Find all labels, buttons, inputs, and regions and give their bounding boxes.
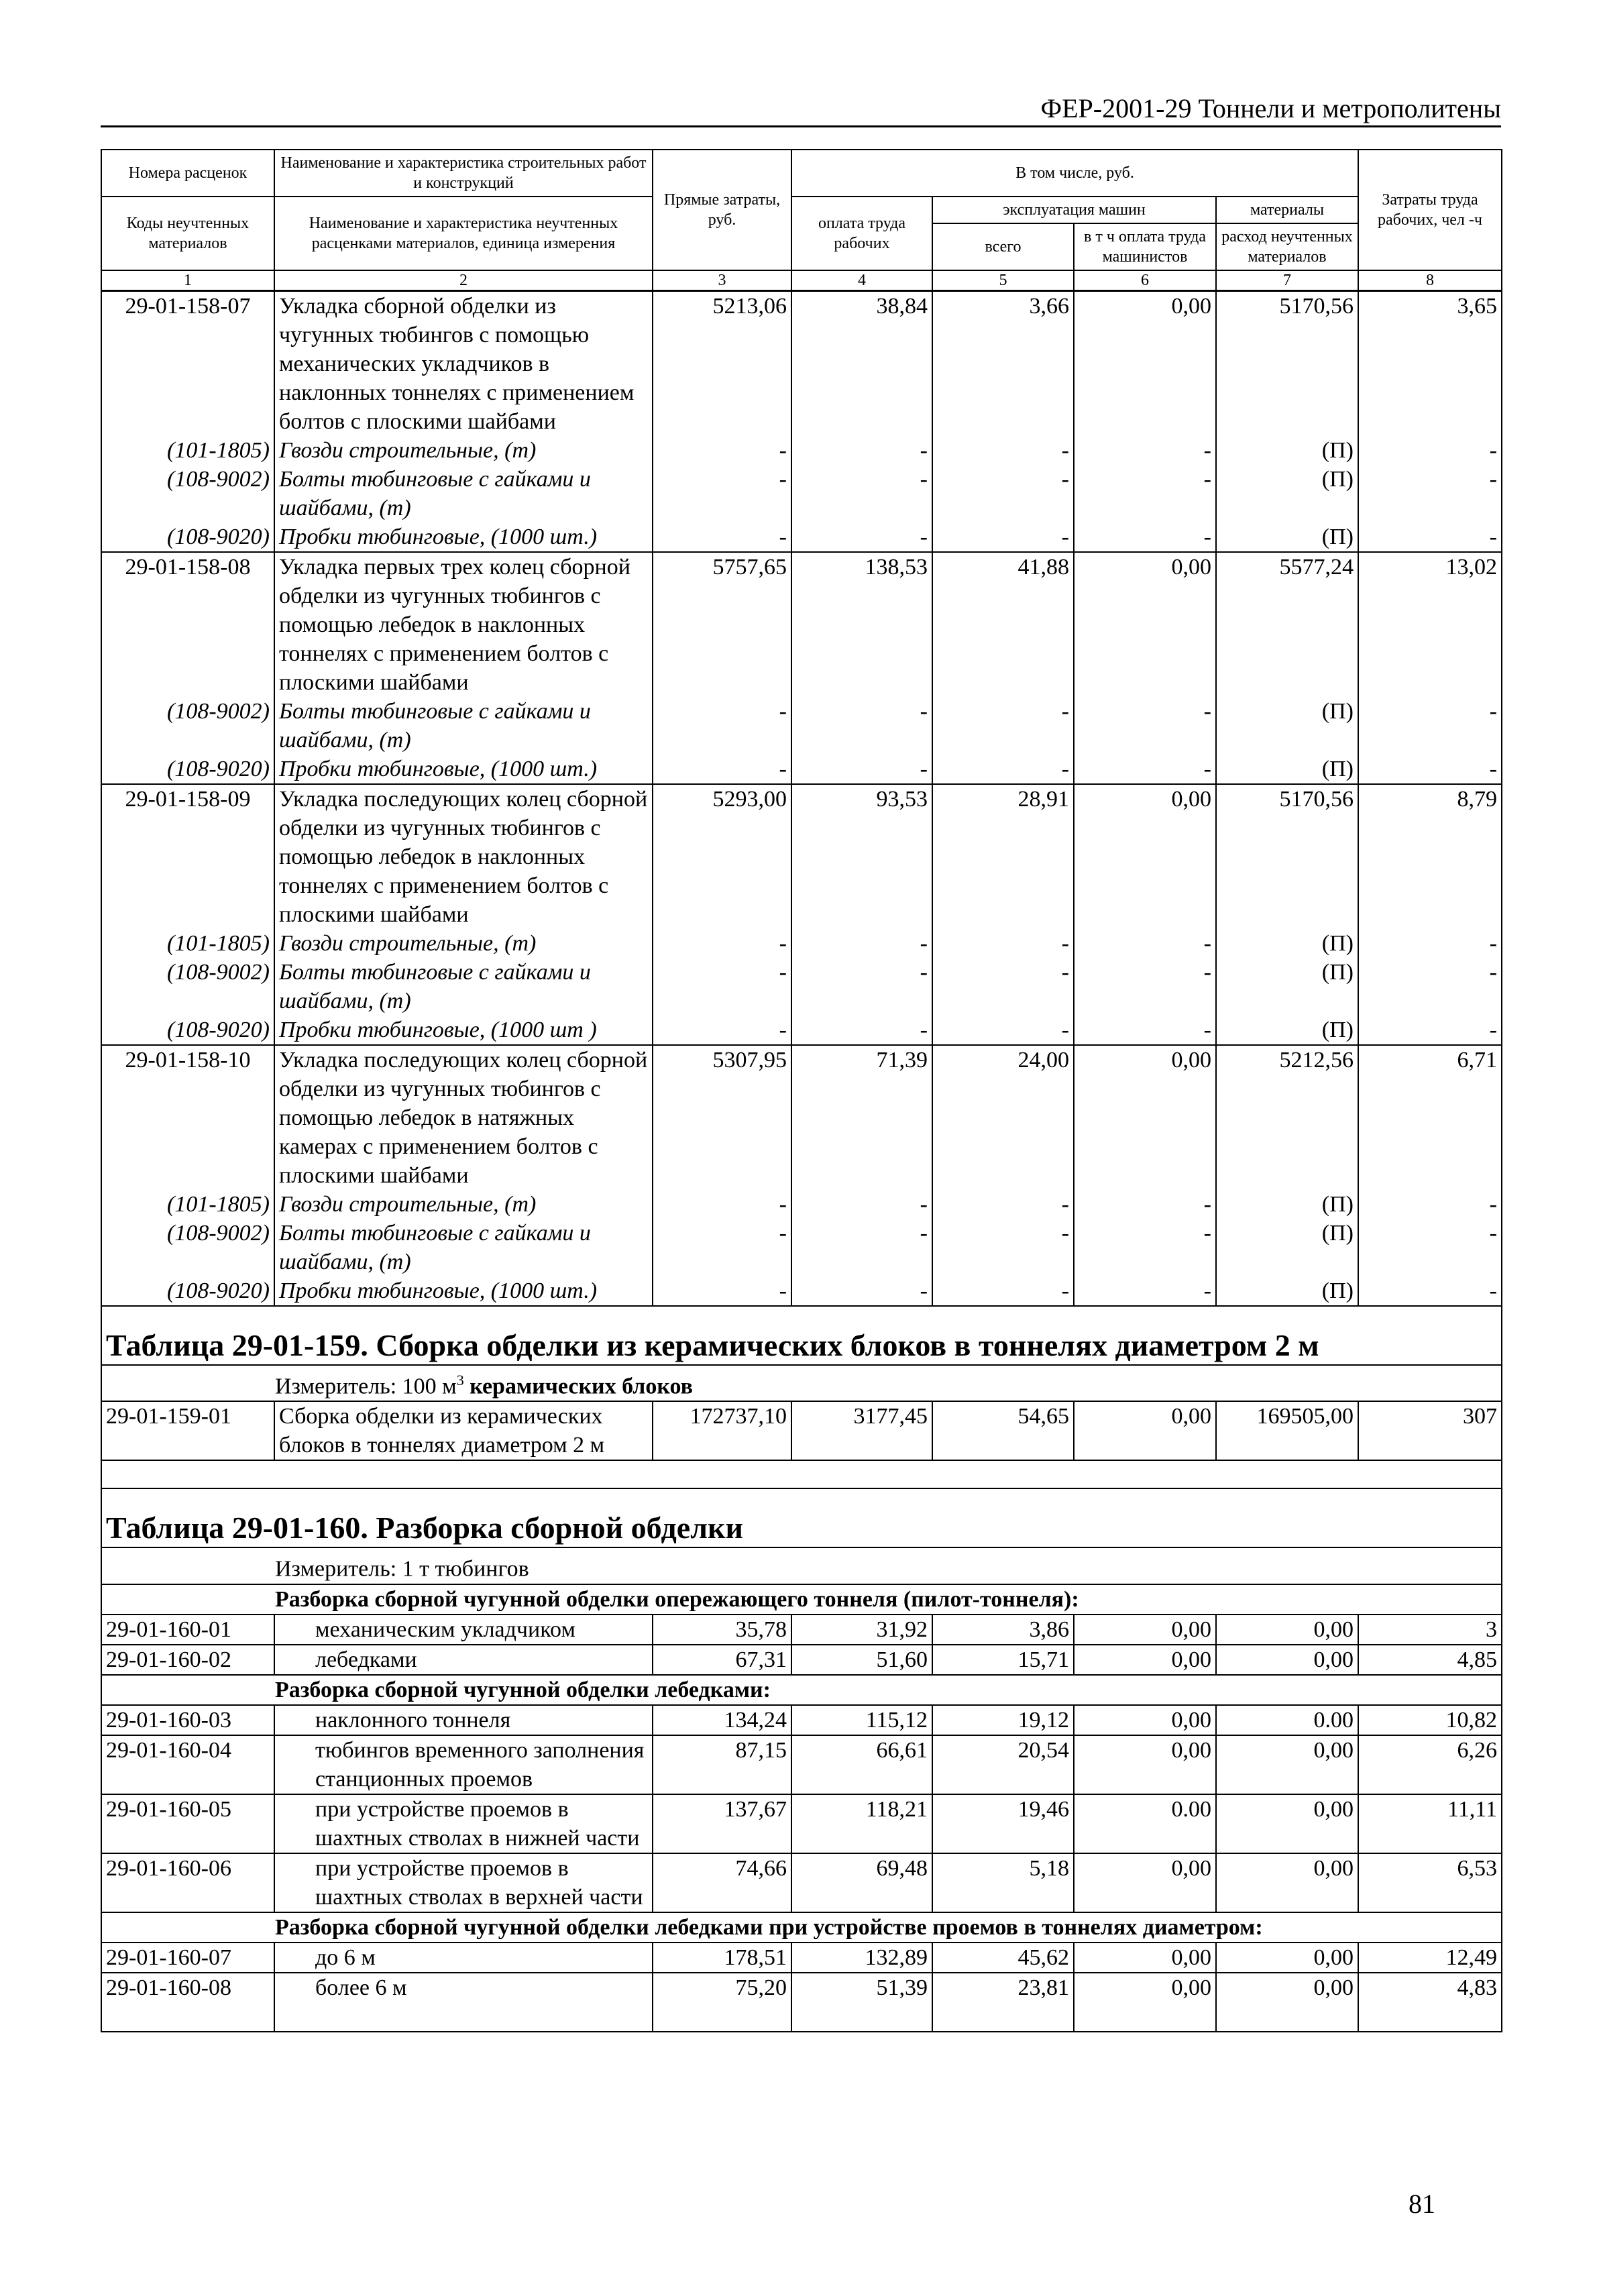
page-number: 81 xyxy=(1409,2189,1435,2219)
material-row xyxy=(101,1190,1502,1219)
value-cell: - xyxy=(1074,1016,1216,1045)
rate-code: 29-01-158-09 xyxy=(101,784,274,929)
value-cell: - xyxy=(1074,436,1216,465)
value-cell: - xyxy=(1074,1276,1216,1306)
value-cell: (П) xyxy=(1216,1219,1358,1276)
value-cell: 74,66 xyxy=(653,1853,791,1912)
value-cell: 0,00 xyxy=(1074,552,1216,697)
group-title: Разборка сборной чугунной обделки лебедками при устройстве проемов в тоннелях диаметром: xyxy=(101,1912,1502,1943)
value-cell: 5212,56 xyxy=(1216,1045,1358,1190)
value-cell: 0,00 xyxy=(1074,1645,1216,1675)
value-cell: 0,00 xyxy=(1074,1401,1216,1460)
value-cell: (П) xyxy=(1216,929,1358,958)
material-row xyxy=(101,929,1502,958)
value-cell: 0,00 xyxy=(1074,1973,1216,2032)
measure-unit xyxy=(101,1365,1502,1401)
value-cell: 8,79 xyxy=(1358,784,1502,929)
material-name: Пробки тюбинговые, (1000 шт.) xyxy=(274,1276,653,1306)
column-index: 6 xyxy=(1074,270,1216,291)
value-cell: (П) xyxy=(1216,755,1358,784)
material-code: (108-9020) xyxy=(101,523,274,552)
material-row xyxy=(101,436,1502,465)
value-cell: - xyxy=(653,436,791,465)
value-cell: 118,21 xyxy=(791,1794,932,1853)
value-cell: - xyxy=(1358,1219,1502,1276)
rate-name: тюбингов временного заполнения станционных проемов xyxy=(274,1735,653,1794)
value-cell: 5577,24 xyxy=(1216,552,1358,697)
value-cell: 54,65 xyxy=(932,1401,1074,1460)
material-code: (108-9002) xyxy=(101,1219,274,1276)
rate-row xyxy=(101,1794,1502,1853)
value-cell: - xyxy=(791,465,932,523)
rate-row xyxy=(101,291,1502,437)
value-cell: - xyxy=(1358,958,1502,1016)
column-index: 3 xyxy=(653,270,791,291)
rate-row xyxy=(101,1045,1502,1190)
material-code: (101-1805) xyxy=(101,436,274,465)
material-code: (108-9002) xyxy=(101,465,274,523)
value-cell: - xyxy=(653,755,791,784)
rate-name: наклонного тоннеля xyxy=(274,1705,653,1735)
value-cell: - xyxy=(653,1016,791,1045)
value-cell: 13,02 xyxy=(1358,552,1502,697)
value-cell: - xyxy=(932,1219,1074,1276)
material-code: (108-9020) xyxy=(101,1016,274,1045)
material-row xyxy=(101,958,1502,1016)
value-cell: (П) xyxy=(1216,697,1358,755)
header-material-name: Наименование и характеристика неучтенных расценками материалов, единица измерения xyxy=(274,197,653,270)
value-cell: 5,18 xyxy=(932,1853,1074,1912)
value-cell: 6,53 xyxy=(1358,1853,1502,1912)
value-cell: 3,86 xyxy=(932,1615,1074,1645)
rate-code: 29-01-160-03 xyxy=(101,1705,274,1735)
rate-code: 29-01-158-08 xyxy=(101,552,274,697)
value-cell: 87,15 xyxy=(653,1735,791,1794)
value-cell: - xyxy=(1074,755,1216,784)
material-code: (101-1805) xyxy=(101,1190,274,1219)
header-labor-hours: Затраты труда рабочих, чел -ч xyxy=(1358,150,1502,270)
column-index: 4 xyxy=(791,270,932,291)
value-cell: 31,92 xyxy=(791,1615,932,1645)
value-cell: 35,78 xyxy=(653,1615,791,1645)
value-cell: 0,00 xyxy=(1216,1794,1358,1853)
header-machinists-pay: в т ч оплата труда машинистов xyxy=(1074,223,1216,270)
value-cell: - xyxy=(791,697,932,755)
value-cell: 6,71 xyxy=(1358,1045,1502,1190)
value-cell: 20,54 xyxy=(932,1735,1074,1794)
value-cell: 134,24 xyxy=(653,1705,791,1735)
value-cell: - xyxy=(1074,1219,1216,1276)
rate-row xyxy=(101,1943,1502,1973)
group-title: Разборка сборной чугунной обделки опережающего тоннеля (пилот-тоннеля): xyxy=(101,1584,1502,1615)
rate-name: Сборка обделки из керамических блоков в тоннелях диаметром 2 м xyxy=(274,1401,653,1460)
rate-row xyxy=(101,552,1502,697)
rate-name: Укладка сборной обделки из чугунных тюбингов с помощью механических укладчиков в наклонных тоннелях с применением болтов с плоскими шайбами xyxy=(274,291,653,437)
header-codes: Коды неучтенных материалов xyxy=(101,197,274,270)
value-cell: (П) xyxy=(1216,1190,1358,1219)
column-index: 1 xyxy=(101,270,274,291)
value-cell: - xyxy=(1358,523,1502,552)
rate-code: 29-01-160-01 xyxy=(101,1615,274,1645)
value-cell: 0,00 xyxy=(1216,1645,1358,1675)
value-cell: 5293,00 xyxy=(653,784,791,929)
rate-code: 29-01-160-06 xyxy=(101,1853,274,1912)
rate-row xyxy=(101,1973,1502,2032)
rate-name: лебедками xyxy=(274,1645,653,1675)
value-cell: - xyxy=(932,1276,1074,1306)
value-cell: - xyxy=(653,958,791,1016)
rate-code: 29-01-159-01 xyxy=(101,1401,274,1460)
rate-name: более 6 м xyxy=(274,1973,653,2032)
measure-unit xyxy=(101,1547,1502,1584)
value-cell: 138,53 xyxy=(791,552,932,697)
value-cell: - xyxy=(791,1276,932,1306)
material-row xyxy=(101,755,1502,784)
material-name: Пробки тюбинговые, (1000 шт.) xyxy=(274,523,653,552)
value-cell: 24,00 xyxy=(932,1045,1074,1190)
value-cell: 137,67 xyxy=(653,1794,791,1853)
value-cell: - xyxy=(1074,523,1216,552)
header-labor-pay: оплата труда рабочих xyxy=(791,197,932,270)
blank-spacer xyxy=(101,1460,1502,1488)
value-cell: 169505,00 xyxy=(1216,1401,1358,1460)
value-cell: 0.00 xyxy=(1216,1705,1358,1735)
value-cell: 5170,56 xyxy=(1216,291,1358,437)
value-cell: - xyxy=(1358,465,1502,523)
value-cell: - xyxy=(1074,697,1216,755)
value-cell: - xyxy=(791,1016,932,1045)
value-cell: 5307,95 xyxy=(653,1045,791,1190)
rate-code: 29-01-160-02 xyxy=(101,1645,274,1675)
rate-row xyxy=(101,784,1502,929)
rate-row xyxy=(101,1401,1502,1460)
value-cell: 19,46 xyxy=(932,1794,1074,1853)
value-cell: - xyxy=(791,1219,932,1276)
material-row xyxy=(101,1219,1502,1276)
material-code: (101-1805) xyxy=(101,929,274,958)
value-cell: 45,62 xyxy=(932,1943,1074,1973)
material-row xyxy=(101,697,1502,755)
value-cell: - xyxy=(1358,1276,1502,1306)
value-cell: - xyxy=(932,958,1074,1016)
value-cell: 38,84 xyxy=(791,291,932,437)
material-code: (108-9002) xyxy=(101,958,274,1016)
value-cell: - xyxy=(932,465,1074,523)
value-cell: 0,00 xyxy=(1074,1615,1216,1645)
column-index: 5 xyxy=(932,270,1074,291)
value-cell: - xyxy=(932,697,1074,755)
material-name: Гвозди строительные, (т) xyxy=(274,929,653,958)
value-cell: (П) xyxy=(1216,465,1358,523)
value-cell: - xyxy=(791,436,932,465)
rate-name: при устройстве проемов в шахтных стволах в нижней части xyxy=(274,1794,653,1853)
section-title: Таблица 29-01-160. Разборка сборной обделки xyxy=(101,1488,1502,1547)
value-cell: 10,82 xyxy=(1358,1705,1502,1735)
value-cell: 0,00 xyxy=(1074,784,1216,929)
value-cell: (П) xyxy=(1216,523,1358,552)
group-title: Разборка сборной чугунной обделки лебедками: xyxy=(101,1675,1502,1705)
header-machines: эксплуатация машин xyxy=(932,197,1216,223)
value-cell: (П) xyxy=(1216,436,1358,465)
value-cell: 71,39 xyxy=(791,1045,932,1190)
material-name: Гвозди строительные, (т) xyxy=(274,436,653,465)
rate-code: 29-01-160-07 xyxy=(101,1943,274,1973)
rate-row xyxy=(101,1645,1502,1675)
value-cell: 75,20 xyxy=(653,1973,791,2032)
column-index: 7 xyxy=(1216,270,1358,291)
column-index-row xyxy=(101,270,1502,291)
value-cell: 28,91 xyxy=(932,784,1074,929)
value-cell: 178,51 xyxy=(653,1943,791,1973)
value-cell: - xyxy=(1358,929,1502,958)
material-name: Гвозди строительные, (т) xyxy=(274,1190,653,1219)
value-cell: 0,00 xyxy=(1074,291,1216,437)
value-cell: (П) xyxy=(1216,1016,1358,1045)
rate-name: Укладка последующих колец сборной обделки из чугунных тюбингов с помощью лебедок в натяжных камерах с применением болтов с плоскими шайбами xyxy=(274,1045,653,1190)
value-cell: 0,00 xyxy=(1074,1943,1216,1973)
value-cell: 41,88 xyxy=(932,552,1074,697)
material-name: Болты тюбинговые с гайками и шайбами, (т) xyxy=(274,465,653,523)
value-cell: 6,26 xyxy=(1358,1735,1502,1794)
value-cell: 19,12 xyxy=(932,1705,1074,1735)
value-cell: - xyxy=(653,1219,791,1276)
material-name: Болты тюбинговые с гайками и шайбами, (т) xyxy=(274,697,653,755)
rates-table xyxy=(101,149,1502,2032)
value-cell: - xyxy=(932,755,1074,784)
header-machines-total: всего xyxy=(932,223,1074,270)
measure-label: Измеритель: 100 м xyxy=(275,1374,457,1399)
value-cell: - xyxy=(791,755,932,784)
value-cell: - xyxy=(791,1190,932,1219)
value-cell: 0,00 xyxy=(1074,1853,1216,1912)
value-cell: 0,00 xyxy=(1216,1943,1358,1973)
value-cell: 12,49 xyxy=(1358,1943,1502,1973)
value-cell: 0,00 xyxy=(1074,1045,1216,1190)
header-including: В том числе, руб. xyxy=(791,150,1358,197)
value-cell: (П) xyxy=(1216,1276,1358,1306)
value-cell: 93,53 xyxy=(791,784,932,929)
rate-row xyxy=(101,1705,1502,1735)
header-materials: материалы xyxy=(1216,197,1358,223)
header-materials-use: расход неучтенных материалов xyxy=(1216,223,1358,270)
header-work-name: Наименование и характеристика строительных работ и конструкций xyxy=(274,150,653,197)
value-cell: - xyxy=(791,929,932,958)
value-cell: 3,66 xyxy=(932,291,1074,437)
value-cell: - xyxy=(1074,1190,1216,1219)
material-code: (108-9002) xyxy=(101,697,274,755)
value-cell: 0,00 xyxy=(1216,1973,1358,2032)
value-cell: - xyxy=(1074,958,1216,1016)
value-cell: - xyxy=(1358,697,1502,755)
value-cell: 0.00 xyxy=(1074,1794,1216,1853)
value-cell: - xyxy=(932,436,1074,465)
value-cell: 15,71 xyxy=(932,1645,1074,1675)
rate-name: Укладка первых трех колец сборной обделки из чугунных тюбингов с помощью лебедок в наклонных тоннелях с применением болтов с плоскими шайбами xyxy=(274,552,653,697)
rate-name: до 6 м xyxy=(274,1943,653,1973)
value-cell: - xyxy=(653,929,791,958)
header-direct-costs: Прямые затраты, руб. xyxy=(653,150,791,270)
value-cell: - xyxy=(1074,929,1216,958)
value-cell: 0,00 xyxy=(1074,1705,1216,1735)
rate-row xyxy=(101,1853,1502,1912)
value-cell: - xyxy=(791,958,932,1016)
rate-name: механическим укладчиком xyxy=(274,1615,653,1645)
value-cell: 307 xyxy=(1358,1401,1502,1460)
value-cell: 0,00 xyxy=(1216,1853,1358,1912)
value-cell: 0,00 xyxy=(1216,1615,1358,1645)
value-cell: - xyxy=(653,1190,791,1219)
value-cell: 23,81 xyxy=(932,1973,1074,2032)
value-cell: (П) xyxy=(1216,958,1358,1016)
measure-unit-name: керамических блоков xyxy=(470,1374,694,1399)
rate-code: 29-01-160-08 xyxy=(101,1973,274,2032)
rate-code: 29-01-158-07 xyxy=(101,291,274,437)
value-cell: 66,61 xyxy=(791,1735,932,1794)
material-row xyxy=(101,1016,1502,1045)
value-cell: - xyxy=(1358,1016,1502,1045)
value-cell: 3177,45 xyxy=(791,1401,932,1460)
material-code: (108-9020) xyxy=(101,755,274,784)
value-cell: 51,39 xyxy=(791,1973,932,2032)
value-cell: 5757,65 xyxy=(653,552,791,697)
value-cell: 4,85 xyxy=(1358,1645,1502,1675)
material-name: Болты тюбинговые с гайками и шайбами, (т) xyxy=(274,958,653,1016)
value-cell: - xyxy=(791,523,932,552)
material-name: Пробки тюбинговые, (1000 шт ) xyxy=(274,1016,653,1045)
rate-code: 29-01-160-04 xyxy=(101,1735,274,1794)
value-cell: 132,89 xyxy=(791,1943,932,1973)
value-cell: 0,00 xyxy=(1074,1735,1216,1794)
header-rate-numbers: Номера расценок xyxy=(101,150,274,197)
material-row xyxy=(101,465,1502,523)
material-code: (108-9020) xyxy=(101,1276,274,1306)
value-cell: - xyxy=(932,1190,1074,1219)
value-cell: - xyxy=(1358,755,1502,784)
value-cell: - xyxy=(932,523,1074,552)
column-index: 2 xyxy=(274,270,653,291)
rate-code: 29-01-160-05 xyxy=(101,1794,274,1853)
value-cell: 3,65 xyxy=(1358,291,1502,437)
value-cell: 51,60 xyxy=(791,1645,932,1675)
value-cell: 69,48 xyxy=(791,1853,932,1912)
value-cell: - xyxy=(932,929,1074,958)
value-cell: 3 xyxy=(1358,1615,1502,1645)
value-cell: 172737,10 xyxy=(653,1401,791,1460)
rate-row xyxy=(101,1735,1502,1794)
material-name: Болты тюбинговые с гайками и шайбами, (т) xyxy=(274,1219,653,1276)
value-cell: - xyxy=(1358,436,1502,465)
material-row xyxy=(101,523,1502,552)
running-head: ФЕР-2001-29 Тоннели и метрополитены xyxy=(101,93,1501,127)
measure-exponent: 3 xyxy=(456,1372,464,1388)
value-cell: 115,12 xyxy=(791,1705,932,1735)
value-cell: - xyxy=(653,523,791,552)
value-cell: - xyxy=(1074,465,1216,523)
rate-name: при устройстве проемов в шахтных стволах в верхней части xyxy=(274,1853,653,1912)
column-index: 8 xyxy=(1358,270,1502,291)
measure-label: Измеритель: 1 т тюбингов xyxy=(275,1556,529,1582)
value-cell: 11,11 xyxy=(1358,1794,1502,1853)
rate-name: Укладка последующих колец сборной обделки из чугунных тюбингов с помощью лебедок в наклонных тоннелях с применением болтов с плоскими шайбами xyxy=(274,784,653,929)
material-name: Пробки тюбинговые, (1000 шт.) xyxy=(274,755,653,784)
value-cell: 5213,06 xyxy=(653,291,791,437)
value-cell: 0,00 xyxy=(1216,1735,1358,1794)
rate-row xyxy=(101,1615,1502,1645)
value-cell: 5170,56 xyxy=(1216,784,1358,929)
section-title: Таблица 29-01-159. Сборка обделки из керамических блоков в тоннелях диаметром 2 м xyxy=(101,1306,1502,1365)
rate-code: 29-01-158-10 xyxy=(101,1045,274,1190)
value-cell: - xyxy=(653,465,791,523)
value-cell: - xyxy=(653,697,791,755)
material-row xyxy=(101,1276,1502,1306)
value-cell: - xyxy=(1358,1190,1502,1219)
value-cell: - xyxy=(932,1016,1074,1045)
value-cell: 4,83 xyxy=(1358,1973,1502,2032)
value-cell: 67,31 xyxy=(653,1645,791,1675)
value-cell: - xyxy=(653,1276,791,1306)
